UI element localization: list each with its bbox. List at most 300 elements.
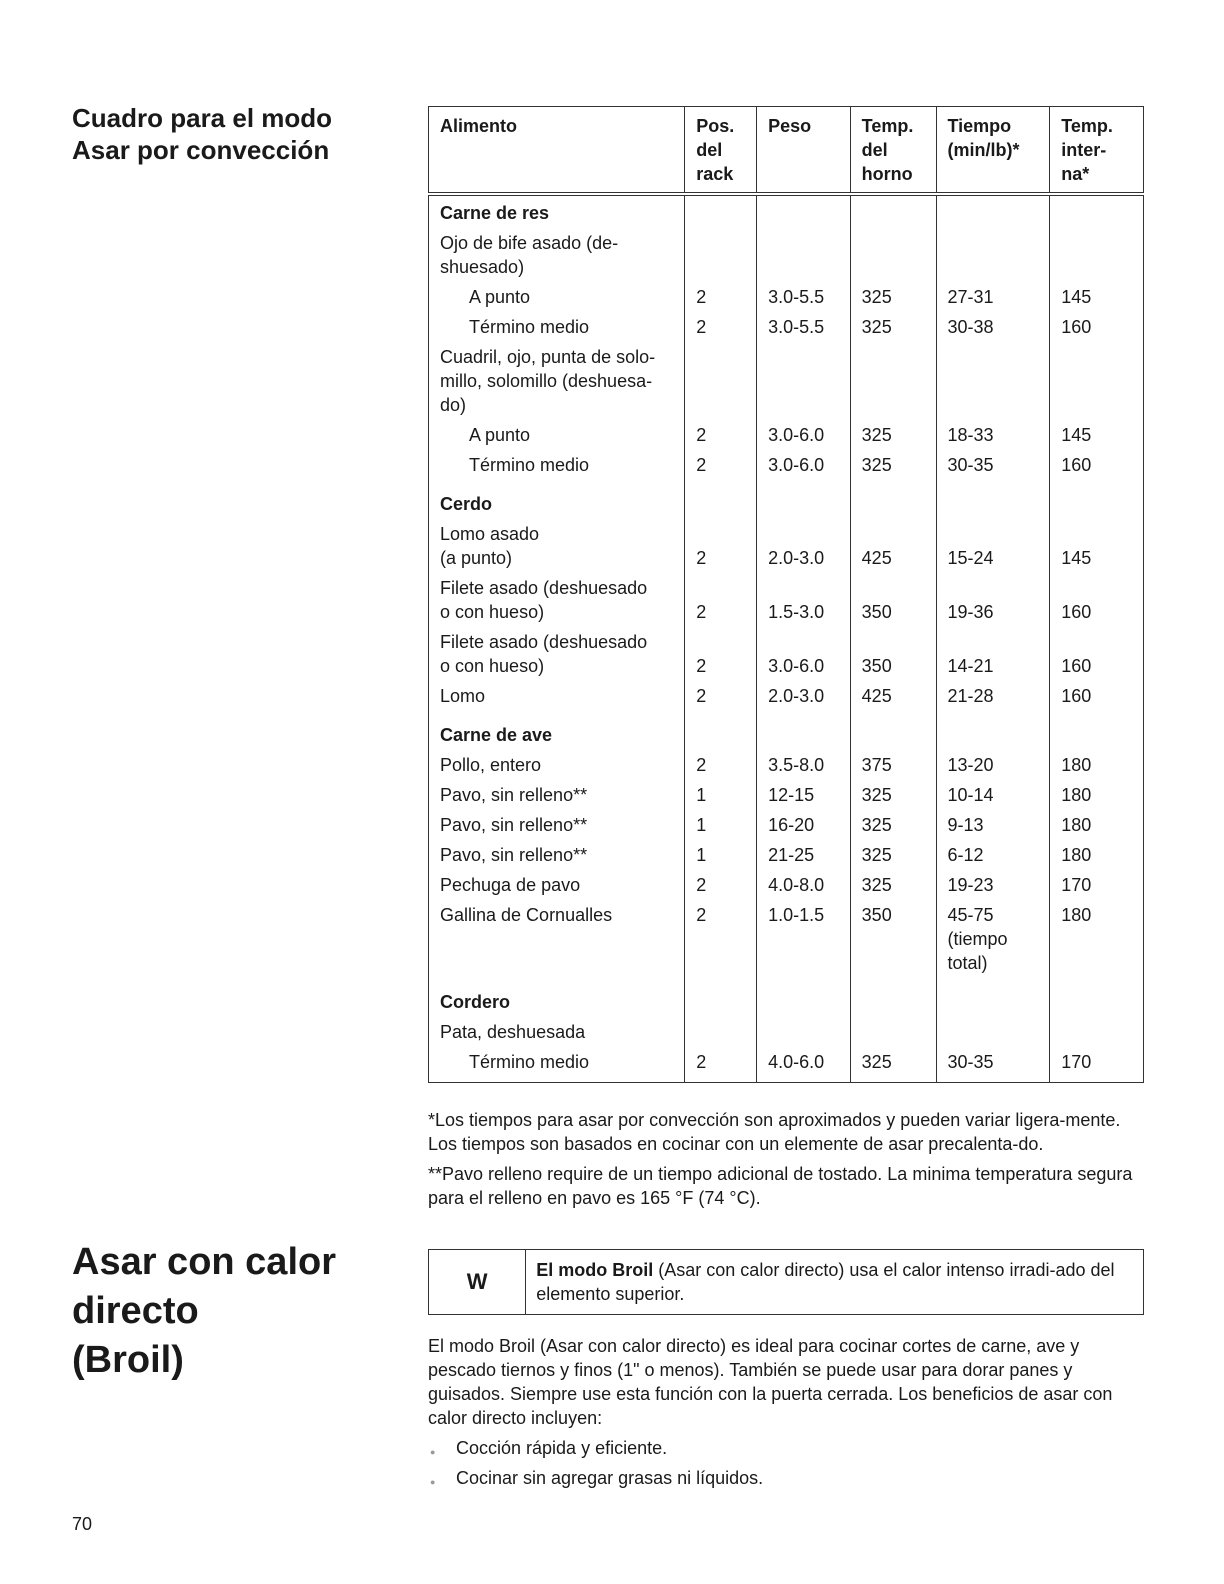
broil-title-line: (Broil): [72, 1339, 184, 1381]
table-row: [429, 780, 1144, 810]
cell-line: 375: [861, 755, 892, 775]
cell-alimento: [429, 780, 685, 810]
cell-line: 2: [696, 287, 707, 307]
cell-temp-interna: [1050, 1047, 1144, 1083]
cell-line: Filete asado (deshuesado: [440, 578, 648, 598]
broil-mode-callout: [428, 1249, 1144, 1315]
chart-heading-line: Asar por convección: [72, 135, 330, 165]
header-line: Peso: [768, 116, 812, 136]
category-row: [429, 194, 1144, 228]
chart-heading: [72, 102, 332, 166]
cell-pos-del-rack: [685, 810, 757, 840]
empty-cell: [936, 480, 1050, 519]
cell-line: 19-23: [947, 875, 994, 895]
table-row: [429, 282, 1144, 312]
empty-cell: [685, 480, 757, 519]
empty-cell: [850, 194, 936, 228]
cell-line: 2.0-3.0: [768, 548, 825, 568]
list-item-text: Cocinar sin agregar grasas ni líquidos.: [456, 1468, 764, 1488]
category-row: [429, 978, 1144, 1017]
cell-line: 3.5-8.0: [768, 755, 825, 775]
cell-line: 160: [1061, 317, 1092, 337]
table-row: [429, 900, 1144, 978]
header-line: Pos.: [696, 116, 735, 136]
cell-tiempo: [936, 312, 1050, 342]
empty-cell: [685, 194, 757, 228]
table-header-row: [429, 107, 1144, 195]
cell-pos-del-rack: [685, 750, 757, 780]
cell-line: 18-33: [947, 425, 994, 445]
cell-line: 160: [1061, 602, 1092, 622]
cell-line: 325: [861, 287, 892, 307]
cell-temp-interna: [1050, 750, 1144, 780]
footnotes: [428, 1108, 1144, 1216]
header-line: horno: [861, 164, 913, 184]
cell-line: 2: [696, 755, 707, 775]
cell-line: 325: [861, 1052, 892, 1072]
cell-peso: [757, 870, 851, 900]
cell-alimento: [429, 870, 685, 900]
cell-line: 1.0-1.5: [768, 905, 825, 925]
cell-line: [862, 522, 926, 546]
cell-tiempo: [936, 228, 1050, 282]
cell-temp-del-horno: [850, 312, 936, 342]
cell-line: 170: [1061, 875, 1092, 895]
cell-line: 180: [1061, 905, 1092, 925]
cell-line: [696, 522, 746, 546]
cell-line: 2: [696, 455, 707, 475]
broil-section-title: [72, 1238, 336, 1385]
cell-alimento: [429, 627, 685, 681]
cell-temp-del-horno: [850, 840, 936, 870]
empty-cell: [936, 194, 1050, 228]
cell-tiempo: [936, 1047, 1050, 1083]
cell-peso: [757, 1047, 851, 1083]
cell-line: 1: [696, 815, 707, 835]
cell-line: 10-14: [947, 785, 994, 805]
category-row: [429, 711, 1144, 750]
cell-line: millo, solomillo (deshuesa-: [440, 371, 653, 391]
cell-alimento: [429, 342, 685, 420]
cell-pos-del-rack: [685, 681, 757, 711]
cell-line: 145: [1061, 548, 1092, 568]
cell-pos-del-rack: [685, 780, 757, 810]
category-row: [429, 480, 1144, 519]
cell-line: 13-20: [947, 755, 994, 775]
cell-tiempo: [936, 282, 1050, 312]
header-line: Alimento: [440, 116, 518, 136]
table-row: [429, 519, 1144, 573]
cell-line: 6-12: [947, 845, 984, 865]
cell-pos-del-rack: [685, 1047, 757, 1083]
cell-line: 1: [696, 785, 707, 805]
cell-tiempo: [936, 900, 1050, 978]
cell-line: 21-25: [768, 845, 815, 865]
cell-line: 325: [861, 317, 892, 337]
header-line: del: [861, 140, 888, 160]
cell-line: 145: [1061, 425, 1092, 445]
table-row: [429, 810, 1144, 840]
cell-temp-del-horno: [850, 420, 936, 450]
cell-line: Pavo, sin relleno**: [440, 815, 588, 835]
cell-line: 160: [1061, 656, 1092, 676]
cell-line: [862, 630, 926, 654]
cell-line: 3.0-6.0: [768, 425, 825, 445]
cell-temp-del-horno: [850, 282, 936, 312]
cell-temp-del-horno: [850, 750, 936, 780]
cell-line: [1061, 522, 1133, 546]
header-pos-del-rack: [685, 107, 757, 195]
cell-line: 425: [861, 548, 892, 568]
header-tiempo: [936, 107, 1050, 195]
cell-tiempo: [936, 627, 1050, 681]
cell-tiempo: [936, 810, 1050, 840]
cell-temp-interna: [1050, 681, 1144, 711]
cell-temp-interna: [1050, 810, 1144, 840]
cell-tiempo: [936, 342, 1050, 420]
cell-line: total): [947, 953, 988, 973]
cell-line: 180: [1061, 785, 1092, 805]
cell-alimento: [429, 450, 685, 480]
table-row: [429, 312, 1144, 342]
cell-line: Filete asado (deshuesado: [440, 632, 648, 652]
cell-tiempo: [936, 1017, 1050, 1047]
cell-temp-interna: [1050, 312, 1144, 342]
page-number: 70: [72, 1514, 93, 1534]
cell-line: Lomo asado: [440, 524, 540, 544]
cell-line: 180: [1061, 815, 1092, 835]
cell-line: [768, 630, 840, 654]
cell-pos-del-rack: [685, 573, 757, 627]
cell-temp-interna: [1050, 282, 1144, 312]
empty-cell: [1050, 978, 1144, 1017]
cell-pos-del-rack: [685, 840, 757, 870]
cell-peso: [757, 627, 851, 681]
cell-temp-del-horno: [850, 900, 936, 978]
cell-peso: [757, 810, 851, 840]
table-row: [429, 342, 1144, 420]
cell-line: 2: [696, 905, 707, 925]
cell-line: 180: [1061, 755, 1092, 775]
cell-temp-del-horno: [850, 681, 936, 711]
cell-alimento: [429, 681, 685, 711]
cell-line: 3.0-6.0: [768, 656, 825, 676]
cell-line: 325: [861, 875, 892, 895]
cell-line: 2: [696, 317, 707, 337]
cell-tiempo: [936, 870, 1050, 900]
cell-peso: [757, 900, 851, 978]
cell-alimento: [429, 282, 685, 312]
table-row: [429, 627, 1144, 681]
cell-alimento: [429, 228, 685, 282]
cell-line: o con hueso): [440, 656, 545, 676]
cell-temp-del-horno: [850, 780, 936, 810]
cell-line: 9-13: [947, 815, 984, 835]
cell-peso: [757, 681, 851, 711]
cell-line: o con hueso): [440, 602, 545, 622]
cell-line: A punto: [469, 425, 531, 445]
cell-line: 3.0-6.0: [768, 455, 825, 475]
cell-temp-interna: [1050, 840, 1144, 870]
empty-cell: [757, 711, 851, 750]
list-item: [428, 1466, 1144, 1490]
cell-line: 2: [696, 548, 707, 568]
cell-line: Pechuga de pavo: [440, 875, 581, 895]
cell-line: 325: [861, 455, 892, 475]
empty-cell: [685, 978, 757, 1017]
table-row: [429, 1047, 1144, 1083]
table-row: [429, 1017, 1144, 1047]
broil-title-line: directo: [72, 1290, 199, 1332]
cell-line: 45-75: [947, 905, 994, 925]
cell-temp-interna: [1050, 450, 1144, 480]
cell-line: 170: [1061, 1052, 1092, 1072]
cell-line: 4.0-8.0: [768, 875, 825, 895]
cell-line: Término medio: [469, 317, 590, 337]
cell-line: shuesado): [440, 257, 525, 277]
cell-pos-del-rack: [685, 519, 757, 573]
cell-peso: [757, 342, 851, 420]
cell-line: 4.0-6.0: [768, 1052, 825, 1072]
empty-cell: [936, 711, 1050, 750]
cell-line: 2.0-3.0: [768, 686, 825, 706]
cell-temp-del-horno: [850, 450, 936, 480]
cell-tiempo: [936, 840, 1050, 870]
cell-line: Término medio: [469, 1052, 590, 1072]
cell-line: [696, 630, 746, 654]
category-label: Carne de ave: [429, 711, 685, 750]
cell-tiempo: [936, 519, 1050, 573]
cell-temp-del-horno: [850, 342, 936, 420]
empty-cell: [757, 194, 851, 228]
cell-line: 2: [696, 1052, 707, 1072]
empty-cell: [1050, 480, 1144, 519]
table-row: [429, 573, 1144, 627]
cell-line: 325: [861, 785, 892, 805]
cell-temp-interna: [1050, 1017, 1144, 1047]
cell-line: 2: [696, 686, 707, 706]
broil-title-line: Asar con calor: [72, 1241, 336, 1283]
table-row: [429, 228, 1144, 282]
table-row: [429, 450, 1144, 480]
cell-line: 30-35: [947, 455, 994, 475]
cell-pos-del-rack: [685, 900, 757, 978]
cell-tiempo: [936, 780, 1050, 810]
header-line: Tiempo: [947, 116, 1012, 136]
cell-line: Ojo de bife asado (de-: [440, 233, 619, 253]
cell-line: Término medio: [469, 455, 590, 475]
cell-line: 15-24: [947, 548, 994, 568]
footnote-stuffed-turkey: **Pavo relleno require de un tiempo adicional de tostado. La minima temperatura segura para el relleno en pavo es 165 °F (74 °C).: [428, 1164, 1133, 1208]
cell-alimento: [429, 420, 685, 450]
benefits-list: [428, 1436, 1144, 1490]
cell-line: 12-15: [768, 785, 815, 805]
convection-roast-table: [428, 106, 1144, 1083]
cell-pos-del-rack: [685, 282, 757, 312]
cell-peso: [757, 1017, 851, 1047]
cell-line: Lomo: [440, 686, 486, 706]
cell-alimento: [429, 810, 685, 840]
cell-alimento: [429, 1017, 685, 1047]
cell-line: [768, 576, 840, 600]
cell-temp-interna: [1050, 420, 1144, 450]
cell-peso: [757, 420, 851, 450]
cell-line: 325: [861, 425, 892, 445]
cell-peso: [757, 780, 851, 810]
cell-line: 27-31: [947, 287, 994, 307]
empty-cell: [850, 711, 936, 750]
table-row: [429, 840, 1144, 870]
list-item-text: Cocción rápida y eficiente.: [456, 1438, 668, 1458]
table-body: [429, 194, 1144, 1083]
cell-temp-del-horno: [850, 573, 936, 627]
cell-temp-del-horno: [850, 810, 936, 840]
cell-alimento: [429, 573, 685, 627]
cell-peso: [757, 282, 851, 312]
cell-line: 145: [1061, 287, 1092, 307]
cell-peso: [757, 750, 851, 780]
cell-tiempo: [936, 573, 1050, 627]
header-line: na*: [1061, 164, 1090, 184]
empty-cell: [685, 711, 757, 750]
cell-alimento: [429, 840, 685, 870]
cell-alimento: [429, 519, 685, 573]
cell-line: [948, 630, 1040, 654]
empty-cell: [850, 480, 936, 519]
cell-line: [768, 522, 840, 546]
cell-line: Pavo, sin relleno**: [440, 785, 588, 805]
cell-line: 2: [696, 656, 707, 676]
cell-line: 2: [696, 875, 707, 895]
cell-line: [696, 576, 746, 600]
header-line: (min/lb)*: [947, 140, 1020, 160]
cell-alimento: [429, 900, 685, 978]
cell-temp-interna: [1050, 228, 1144, 282]
cell-line: A punto: [469, 287, 531, 307]
cell-line: 30-35: [947, 1052, 994, 1072]
header-temp-interna: [1050, 107, 1144, 195]
cell-pos-del-rack: [685, 312, 757, 342]
cell-line: 160: [1061, 686, 1092, 706]
broil-body: [428, 1334, 1144, 1496]
cell-line: 325: [861, 845, 892, 865]
cell-line: 14-21: [947, 656, 994, 676]
cell-pos-del-rack: [685, 228, 757, 282]
bullet-icon: ●: [430, 1447, 436, 1457]
cell-line: 1.5-3.0: [768, 602, 825, 622]
cell-peso: [757, 228, 851, 282]
cell-line: (a punto): [440, 548, 513, 568]
empty-cell: [1050, 711, 1144, 750]
cell-line: [862, 576, 926, 600]
cell-temp-del-horno: [850, 1017, 936, 1047]
cell-line: [1061, 630, 1133, 654]
cell-temp-del-horno: [850, 1047, 936, 1083]
cell-alimento: [429, 312, 685, 342]
cell-pos-del-rack: [685, 342, 757, 420]
cell-line: [948, 576, 1040, 600]
cell-line: 350: [861, 602, 892, 622]
broil-paragraph: El modo Broil (Asar con calor directo) es ideal para cocinar cortes de carne, ave y pescado tiernos y finos (1" o menos). También se puede usar para dorar panes y guisados. Siempre use esta función con la puerta cerrada. Los beneficios de asar con calor directo incluyen:: [428, 1336, 1113, 1428]
list-item: [428, 1436, 1144, 1460]
cell-temp-del-horno: [850, 519, 936, 573]
cell-alimento: [429, 750, 685, 780]
cell-line: 350: [861, 656, 892, 676]
cell-temp-del-horno: [850, 627, 936, 681]
category-label: Cordero: [429, 978, 685, 1017]
cell-line: do): [440, 395, 467, 415]
cell-temp-interna: [1050, 900, 1144, 978]
cell-line: Pollo, entero: [440, 755, 542, 775]
cell-peso: [757, 573, 851, 627]
cell-peso: [757, 840, 851, 870]
cell-line: (tiempo: [947, 929, 1008, 949]
cell-pos-del-rack: [685, 1017, 757, 1047]
cell-line: 325: [861, 815, 892, 835]
broil-mode-description: [526, 1250, 1143, 1314]
cell-line: 180: [1061, 845, 1092, 865]
cell-line: 160: [1061, 455, 1092, 475]
cell-peso: [757, 312, 851, 342]
cell-temp-del-horno: [850, 228, 936, 282]
cell-temp-interna: [1050, 519, 1144, 573]
cell-temp-del-horno: [850, 870, 936, 900]
cell-line: Pavo, sin relleno**: [440, 845, 588, 865]
table-row: [429, 750, 1144, 780]
cell-temp-interna: [1050, 342, 1144, 420]
cell-tiempo: [936, 450, 1050, 480]
cell-line: Pata, deshuesada: [440, 1022, 586, 1042]
cell-line: Cuadril, ojo, punta de solo-: [440, 347, 656, 367]
cell-pos-del-rack: [685, 420, 757, 450]
category-label: Cerdo: [429, 480, 685, 519]
empty-cell: [757, 978, 851, 1017]
footnote-convection-times: *Los tiempos para asar por convección son aproximados y pueden variar ligera-mente. Los tiempos son basados en cocinar con un elemente de asar precalenta-do.: [428, 1110, 1121, 1154]
empty-cell: [757, 480, 851, 519]
broil-mode-label: El modo Broil: [536, 1260, 654, 1280]
empty-cell: [850, 978, 936, 1017]
header-peso: [757, 107, 851, 195]
cell-line: [948, 522, 1040, 546]
cell-alimento: [429, 1047, 685, 1083]
empty-cell: [936, 978, 1050, 1017]
cell-line: 3.0-5.5: [768, 317, 825, 337]
cell-pos-del-rack: [685, 450, 757, 480]
header-line: rack: [696, 164, 734, 184]
header-alimento: [429, 107, 685, 195]
cell-tiempo: [936, 750, 1050, 780]
cell-pos-del-rack: [685, 870, 757, 900]
table-row: [429, 681, 1144, 711]
cell-line: 30-38: [947, 317, 994, 337]
cell-line: Gallina de Cornualles: [440, 905, 613, 925]
empty-cell: [1050, 194, 1144, 228]
cell-line: 19-36: [947, 602, 994, 622]
table-row: [429, 420, 1144, 450]
cell-temp-interna: [1050, 870, 1144, 900]
cell-tiempo: [936, 681, 1050, 711]
cell-tiempo: [936, 420, 1050, 450]
cell-line: 2: [696, 602, 707, 622]
cell-line: 425: [861, 686, 892, 706]
chart-heading-line: Cuadro para el modo: [72, 103, 333, 133]
broil-mode-text: (Asar con calor directo) usa el calor intenso irradi-ado del elemento superior.: [536, 1260, 1115, 1304]
header-line: Temp.: [861, 116, 914, 136]
cell-line: 2: [696, 425, 707, 445]
header-line: Temp.: [1061, 116, 1113, 136]
cell-line: 21-28: [947, 686, 994, 706]
cell-line: 16-20: [768, 815, 815, 835]
